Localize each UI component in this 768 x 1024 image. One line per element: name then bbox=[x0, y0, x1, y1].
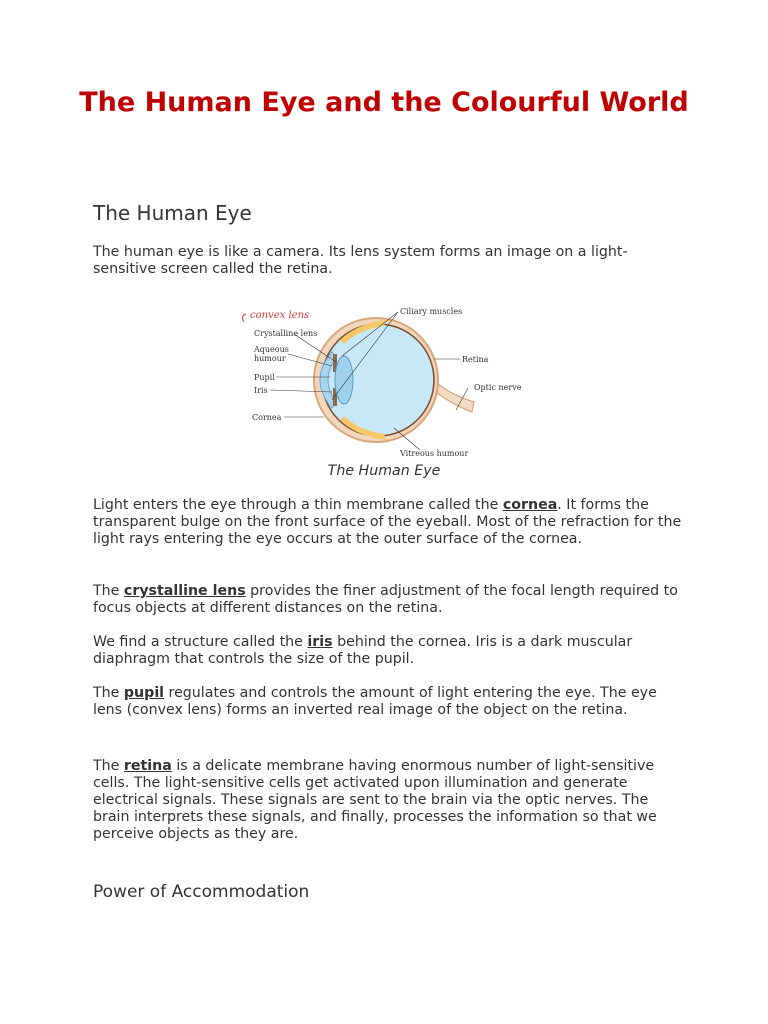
label-retina: Retina bbox=[462, 355, 489, 364]
label-pupil: Pupil bbox=[254, 373, 275, 382]
label-humour: humour bbox=[254, 354, 286, 363]
section-heading-human-eye: The Human Eye bbox=[93, 201, 252, 225]
label-optic-nerve: Optic nerve bbox=[474, 383, 522, 392]
section-heading-power-of-accommodation: Power of Accommodation bbox=[93, 882, 310, 902]
term-pupil: pupil bbox=[123, 685, 165, 701]
figure-caption: The Human Eye bbox=[327, 463, 441, 479]
handwritten-note: convex lens bbox=[250, 310, 310, 321]
term-crystalline-lens: crystalline lens bbox=[123, 583, 246, 599]
label-vitreous-humour: Vitreous humour bbox=[400, 449, 469, 458]
paragraph-crystalline-lens: The crystalline lens provides the finer adjustment of the focal length required to focus objects at different distances on the retina. bbox=[93, 583, 678, 616]
label-cornea: Cornea bbox=[252, 413, 282, 422]
term-retina: retina bbox=[123, 758, 172, 774]
term-cornea: cornea bbox=[502, 497, 558, 513]
label-ciliary-muscles: Ciliary muscles bbox=[400, 307, 463, 316]
term-iris: iris bbox=[307, 634, 333, 650]
crystalline-lens-shape bbox=[335, 356, 353, 404]
label-crystalline-lens: Crystalline lens bbox=[254, 329, 318, 338]
paragraph-cornea: Light enters the eye through a thin membrane called the cornea. It forms the transparent bulge on the front surface of the eyeball. Most of the refraction for the light rays entering the eye occurs at the outer surface of the cornea. bbox=[93, 497, 682, 547]
paragraph-iris: We find a structure called the iris behind the cornea. Iris is a dark muscular diaphragm that controls the size of the pupil. bbox=[93, 634, 633, 667]
handwritten-arrow bbox=[242, 314, 246, 322]
intro-paragraph: The human eye is like a camera. Its lens system forms an image on a light-sensitive screen called the retina. bbox=[93, 244, 628, 277]
page-title: The Human Eye and the Colourful World bbox=[79, 87, 689, 118]
eye-diagram bbox=[236, 302, 532, 462]
label-iris: Iris bbox=[254, 386, 268, 395]
paragraph-retina: The retina is a delicate membrane having enormous number of light-sensitive cells. The light-sensitive cells get activated upon illumination and generate electrical signals. These signals are sent to the brain via the optic nerves. The brain interprets these signals, and finally, processes the information so that we perceive objects as they are. bbox=[93, 758, 657, 842]
label-aqueous: Aqueous bbox=[254, 345, 289, 354]
paragraph-pupil: The pupil regulates and controls the amount of light entering the eye. The eye lens (convex lens) forms an inverted real image of the object on the retina. bbox=[93, 685, 657, 718]
